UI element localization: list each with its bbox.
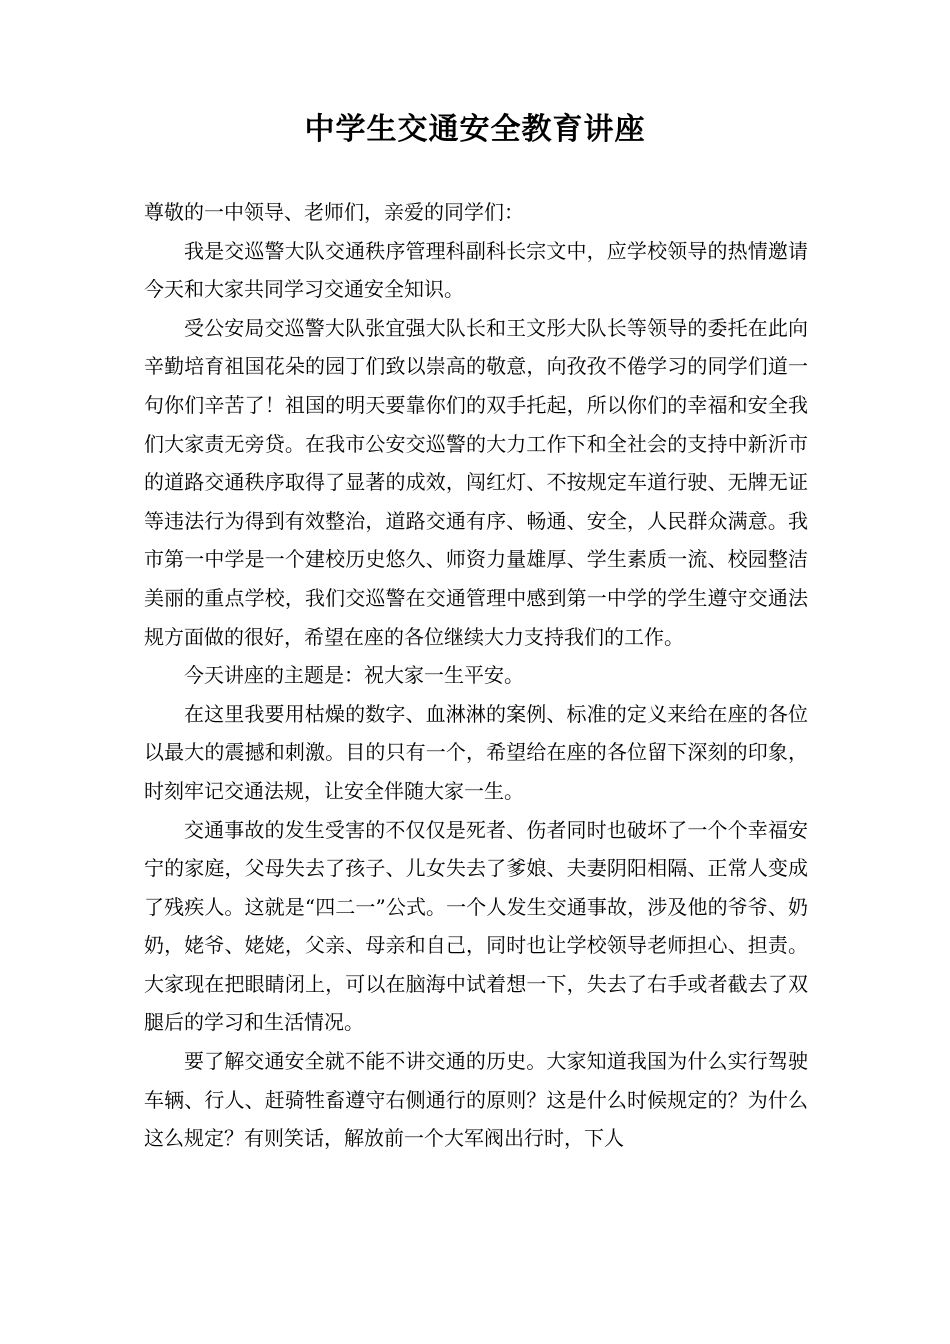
salutation: 尊敬的一中领导、老师们，亲爱的同学们： [144,200,524,224]
paragraph: 我是交巡警大队交通秩序管理科副科长宗文中，应学校领导的热情邀请今天和大家共同学习交通安全知识。 [144,238,808,302]
document-body [144,193,808,1158]
document-title: 中学生交通安全教育讲座 [304,112,646,147]
paragraph: 交通事故的发生受害的不仅仅是死者、伤者同时也破坏了一个个幸福安宁的家庭，父母失去了孩子、儿女失去了爹娘、夫妻阴阳相隔、正常人变成了残疾人。这就是“四二一”公式。一个人发生交通事故，涉及他的爷爷、奶奶，姥爷、姥姥，父亲、母亲和自己，同时也让学校领导老师担心、担责。大家现在把眼睛闭上，可以在脑海中试着想一下，失去了右手或者截去了双腿后的学习和生活情况。 [144,817,808,1035]
paragraph: 受公安局交巡警大队张宜强大队长和王文彤大队长等领导的委托在此向辛勤培育祖国花朵的园丁们致以崇高的敬意，向孜孜不倦学习的同学们道一句你们辛苦了！祖国的明天要靠你们的双手托起，所以你们的幸福和安全我们大家责无旁贷。在我市公安交巡警的大力工作下和全社会的支持中新沂市的道路交通秩序取得了显著的成效，闯红灯、不按规定车道行驶、无牌无证等违法行为得到有效整治，道路交通有序、畅通、安全，人民群众满意。我市第一中学是一个建校历史悠久、师资力量雄厚、学生素质一流、校园整洁美丽的重点学校，我们交巡警在交通管理中感到第一中学的学生遵守交通法规方面做的很好，希望在座的各位继续大力支持我们的工作。 [144,315,808,649]
paragraph: 在这里我要用枯燥的数字、血淋淋的案例、标准的定义来给在座的各位以最大的震撼和刺激。目的只有一个，希望给在座的各位留下深刻的印象，时刻牢记交通法规，让安全伴随大家一生。 [144,701,808,803]
paragraph: 今天讲座的主题是：祝大家一生平安。 [184,663,524,688]
paragraph: 要了解交通安全就不能不讲交通的历史。大家知道我国为什么实行驾驶车辆、行人、赶骑牲畜遵守右侧通行的原则？这是什么时候规定的？为什么这么规定？有则笑话，解放前一个大军阀出行时，下人 [144,1049,808,1151]
